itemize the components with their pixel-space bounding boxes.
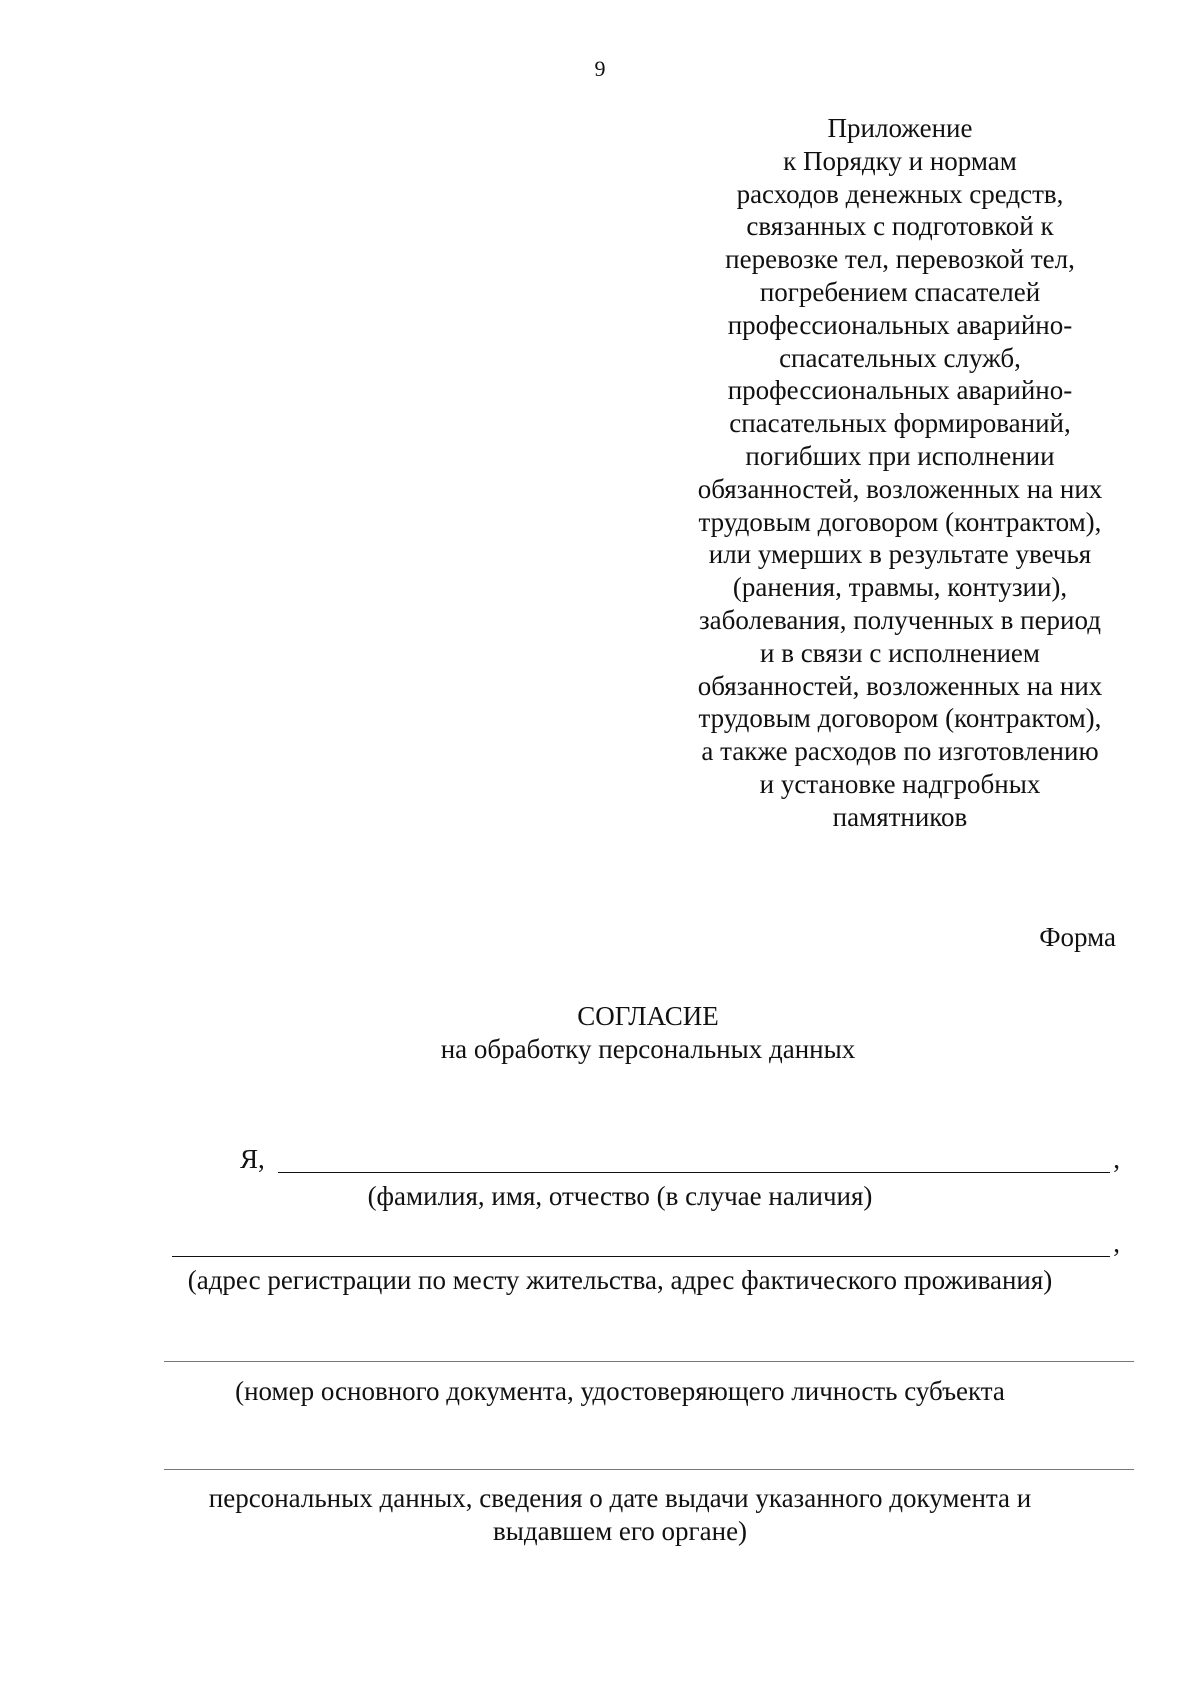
- appendix-line: спасательных формирований,: [729, 408, 1071, 439]
- page-number: 9: [594, 56, 606, 81]
- appendix-line: обязанностей, возложенных на них: [697, 670, 1103, 701]
- appendix-line: погребением спасателей: [759, 276, 1041, 307]
- appendix-line: спасательных служб,: [779, 342, 1021, 373]
- address-comma: ,: [1113, 1228, 1120, 1258]
- full-name-field[interactable]: [240, 1144, 1120, 1178]
- full-name-blank-line[interactable]: [278, 1172, 1110, 1173]
- appendix-line: связанных с подготовкой к: [746, 211, 1054, 242]
- appendix-line: расходов денежных средств,: [736, 178, 1064, 209]
- appendix-line: трудовым договором (контрактом),: [698, 506, 1102, 537]
- address-caption: (адрес регистрации по месту жительства, адрес фактического проживания): [187, 1265, 1053, 1295]
- title-subtitle: на обработку персональных данных: [440, 1034, 856, 1064]
- full-name-caption: (фамилия, имя, отчество (в случае наличия): [367, 1181, 873, 1211]
- document-details-caption-line: выдавшем его органе): [492, 1516, 748, 1546]
- appendix-line: а также расходов по изготовлению: [701, 736, 1099, 767]
- name-comma: ,: [1113, 1144, 1120, 1174]
- document-number-blank-line[interactable]: [164, 1361, 1134, 1362]
- appendix-line: и установке надгробных: [759, 768, 1041, 799]
- name-prefix: Я,: [240, 1144, 265, 1174]
- document-details-caption-line: персональных данных, сведения о дате выдачи указанного документа и: [208, 1483, 1032, 1513]
- document-title: [0, 1000, 1200, 1066]
- appendix-line: или умерших в результате увечья: [708, 539, 1092, 570]
- appendix-line: профессиональных аварийно-: [727, 309, 1073, 340]
- address-field[interactable]: [172, 1228, 1120, 1262]
- document-details-blank-line[interactable]: [164, 1469, 1134, 1470]
- appendix-line: перевозке тел, перевозкой тел,: [725, 244, 1075, 275]
- appendix-line: профессиональных аварийно-: [727, 375, 1073, 406]
- appendix-header: [660, 112, 1140, 834]
- appendix-line: и в связи с исполнением: [760, 637, 1040, 668]
- appendix-line: заболевания, полученных в период: [699, 604, 1101, 635]
- appendix-line: погибших при исполнении: [745, 440, 1055, 471]
- title-main: СОГЛАСИЕ: [577, 1001, 719, 1031]
- appendix-line: трудовым договором (контрактом),: [698, 703, 1102, 734]
- appendix-line: памятников: [832, 801, 968, 832]
- document-number-caption: (номер основного документа, удостоверяющего личность субъекта: [235, 1376, 1005, 1406]
- appendix-line: (ранения, травмы, контузии),: [732, 572, 1068, 603]
- appendix-line: обязанностей, возложенных на них: [697, 473, 1103, 504]
- appendix-line: Приложение: [827, 113, 973, 143]
- form-label: Форма: [1039, 922, 1116, 952]
- appendix-line: к Порядку и нормам: [783, 145, 1017, 176]
- address-blank-line[interactable]: [172, 1256, 1110, 1257]
- document-details-caption: [120, 1482, 1120, 1548]
